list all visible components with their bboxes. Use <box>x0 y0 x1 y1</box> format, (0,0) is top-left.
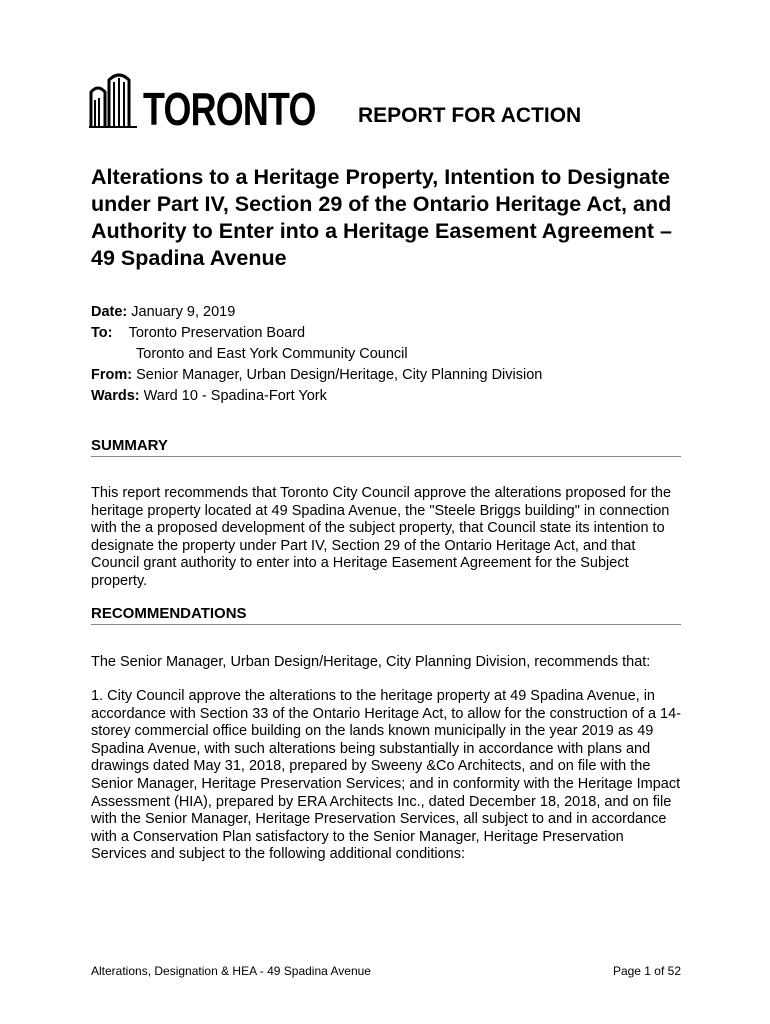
meta-to-row-2 <box>91 344 542 365</box>
recommendations-intro: The Senior Manager, Urban Design/Heritage, City Planning Division, recommends that: <box>91 654 651 670</box>
document-title: Alterations to a Heritage Property, Intention to Designate under Part IV, Section 29 of the Ontario Heritage Act, and Authority to Enter into a Heritage Easement Agreement – 49 Spadina Avenue <box>91 165 673 270</box>
summary-heading: SUMMARY <box>91 437 681 457</box>
report-type-label: REPORT FOR ACTION <box>358 104 582 127</box>
meta-wards-row <box>91 386 542 407</box>
meta-from-label: From: <box>91 367 133 383</box>
meta-date-label: Date: <box>91 304 128 320</box>
footer-page-number: Page 1 of 52 <box>612 964 681 978</box>
meta-to-value-2: Toronto and East York Community Council <box>136 346 408 362</box>
meta-to-row <box>91 323 542 344</box>
footer-document-name: Alterations, Designation & HEA - 49 Spadina Avenue <box>91 964 371 978</box>
meta-wards-label: Wards: <box>91 388 140 404</box>
meta-to-label: To: <box>91 325 113 341</box>
meta-from-value: Senior Manager, Urban Design/Heritage, City Planning Division <box>136 367 543 383</box>
recommendations-heading: RECOMMENDATIONS <box>91 605 681 625</box>
meta-date-value: January 9, 2019 <box>131 304 236 320</box>
logo-wordmark: TORONTO <box>143 83 316 135</box>
city-hall-icon <box>89 70 137 128</box>
meta-date-row <box>91 302 542 323</box>
meta-from-row <box>91 365 542 386</box>
summary-body: This report recommends that Toronto City Council approve the alterations proposed for the heritage property located at 49 Spadina Avenue, the "Steele Briggs building" in connection with the a proposed development of the subject property, that Council state its intention to designate the property under Part IV, Section 29 of the Ontario Heritage Act, and that Council grant authority to enter into a Heritage Easement Agreement for the Subject property. <box>91 485 672 589</box>
report-metadata <box>91 302 542 407</box>
meta-wards-value: Ward 10 - Spadina-Fort York <box>143 388 327 404</box>
recommendation-item-1: 1. City Council approve the alterations to the heritage property at 49 Spadina Avenue, in accordance with Section 33 of the Ontario Heritage Act, to allow for the construction of a 14-storey commercial office building on the lands known municipally in the year 2019 as 49 Spadina Avenue, with such alterations being substantially in accordance with plans and drawings dated May 31, 2018, prepared by Sweeny &Co Architects, and on file with the Senior Manager, Heritage Preservation Services; and in conformity with the Heritage Impact Assessment (HIA), prepared by ERA Architects Inc., dated December 18, 2018, and on file with the Senior Manager, Heritage Preservation Services, all subject to and in accordance with a Conservation Plan satisfactory to the Senior Manager, Heritage Preservation Services and subject to the following additional conditions: <box>91 688 681 863</box>
toronto-logo <box>89 68 364 135</box>
meta-to-value-1: Toronto Preservation Board <box>128 325 306 341</box>
